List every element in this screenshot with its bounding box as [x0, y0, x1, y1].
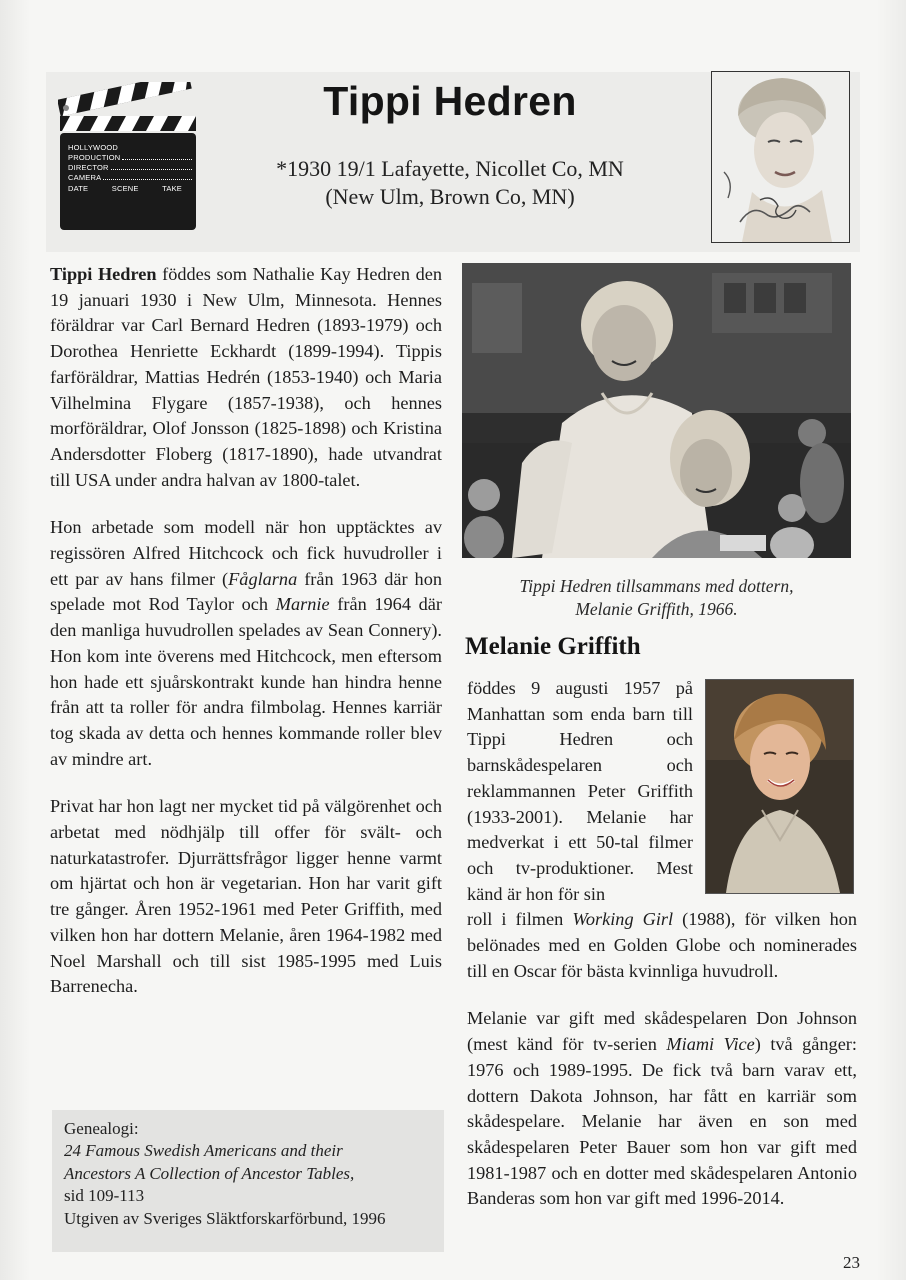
caption-line: Tippi Hedren tillsammans med dottern,: [519, 576, 794, 596]
marriage-text: ) två gånger: 1976 och 1989-1995. De fick två barn varav ett, dottern Dakota Johnson, har fått en karriär som skådespelare. Melanie har även en son med skådespelaren Peter Bauer som hon var gift med 1981-1987 och en dotter med skådespelaren Antonio Banderas som hon var gift med 1996-2014.: [467, 1034, 857, 1209]
left-column: [50, 262, 442, 1022]
marriage-text: Melanie var gift med skådespelaren Don Johnson (mest känd för tv-serien: [467, 1008, 857, 1055]
right-column: [467, 676, 857, 1234]
clapperboard-text: [68, 143, 192, 194]
career-text: från 1963 där hon spelade mot Rod Taylor och: [50, 568, 442, 615]
film-title: Marnie: [275, 594, 330, 615]
bio-paragraph: [50, 262, 442, 493]
clapper-date: DATE: [68, 184, 89, 193]
bio-text: föddes som Nathalie Kay Hedren den 19 januari 1930 i New Ulm, Minnesota. Hennes föräldrar var Carl Bernard Hedren (1893-1979) och Dorothea Henriette Eckhardt (1899-1994). Tippis farföräldrar, Mattias Hedrén (1853-1940) och Maria Vilhelmina Flygare (1857-1938), och hennes morföräldrar, Olof Jonsson (1825-1898) och Kristina Andersdotter Floberg (1817-1890), hade utvandrat till USA under andra halvan av 1800-talet.: [50, 264, 442, 490]
private-paragraph: Privat har hon lagt ner mycket tid på välgörenhet och arbetat med nödhjälp till offer för svält- och naturkatastrofer. Djurrättsfrågor ligger henne varmt om hjärtat och hon är vegetarian. Hon har varit gift tre gånger. Åren 1952-1961 med Peter Griffith, med vilken hon har dottern Melanie, åren 1964-1982 med Noel Marshall och till sist 1985-1995 med Luis Barrenecha.: [50, 796, 442, 997]
clapper-line: CAMERA: [68, 173, 102, 182]
melanie-bio-text: föddes 9 augusti 1957 på Manhattan som enda barn till Tippi Hedren och barnskådespelaren och reklammannen Peter Griffith (1933-2001). Melanie har medverkat i ett 50-tal filmer och tv-produktioner. Mest känd är hon för sin: [467, 678, 693, 904]
mother-daughter-photo: [462, 263, 851, 558]
career-text: Hon arbetade som modell när hon upptäcktes av regissören Alfred Hitchcock och fick huvudroller i ett par av hans filmer (: [50, 517, 442, 589]
portrait-photo: [711, 71, 850, 243]
genealogy-book: 24 Famous Swedish Americans and their: [64, 1141, 343, 1161]
clapper-line: PRODUCTION: [68, 153, 121, 162]
page-title: Tippi Hedren: [323, 78, 577, 124]
genealogy-book: Ancestors A Collection of Ancestor Tables,: [64, 1163, 355, 1183]
clapper-line: HOLLYWOOD: [68, 143, 119, 152]
caption-line: Melanie Griffith, 1966.: [575, 599, 738, 619]
photo-caption: [462, 575, 851, 621]
subject-name: Tippi Hedren: [50, 264, 157, 284]
melanie-bio-paragraph: [467, 676, 857, 984]
genealogy-label: Genealogi:: [64, 1119, 139, 1138]
birth-line: *1930 19/1 Lafayette, Nicollet Co, MN: [276, 156, 624, 181]
genealogy-box: [52, 1110, 444, 1252]
birth-info: [240, 155, 660, 211]
melanie-bio-text: (1988), för vilken hon belönades med en Golden Globe och nominerades till en Oscar för bästa kvinnliga huvudroll.: [467, 909, 857, 981]
clapper-line: DIRECTOR: [68, 163, 109, 172]
page-number: 23: [843, 1253, 860, 1272]
melanie-marriage-paragraph: [467, 1006, 857, 1212]
clapper-scene: SCENE: [111, 184, 139, 193]
career-text: från 1964 där den manliga huvudrollen spelades av Sean Connery). Hon kom inte överens med Hitchcock, men eftersom hon hade ett sjuårskontrakt kunde han hindra henne från att ta roller för andra filmbolag. Hennes karriär tog skada av detta och hennes kommande roller blev av mindre art.: [50, 594, 443, 769]
birth-line: (New Ulm, Brown Co, MN): [325, 184, 575, 209]
section-heading: Melanie Griffith: [465, 633, 641, 660]
film-title: Working Girl: [572, 909, 674, 930]
film-title: Fåglarna: [228, 568, 298, 589]
career-paragraph: [50, 515, 442, 772]
genealogy-pages: sid 109-113: [64, 1186, 145, 1206]
melanie-bio-text: roll i filmen: [467, 909, 573, 930]
genealogy-publisher: Utgiven av Sveriges Släktforskarförbund, 1996: [64, 1208, 386, 1228]
melanie-bio-wide: [467, 907, 857, 984]
clapper-take: TAKE: [162, 184, 182, 193]
tv-series-title: Miami Vice: [666, 1034, 755, 1055]
